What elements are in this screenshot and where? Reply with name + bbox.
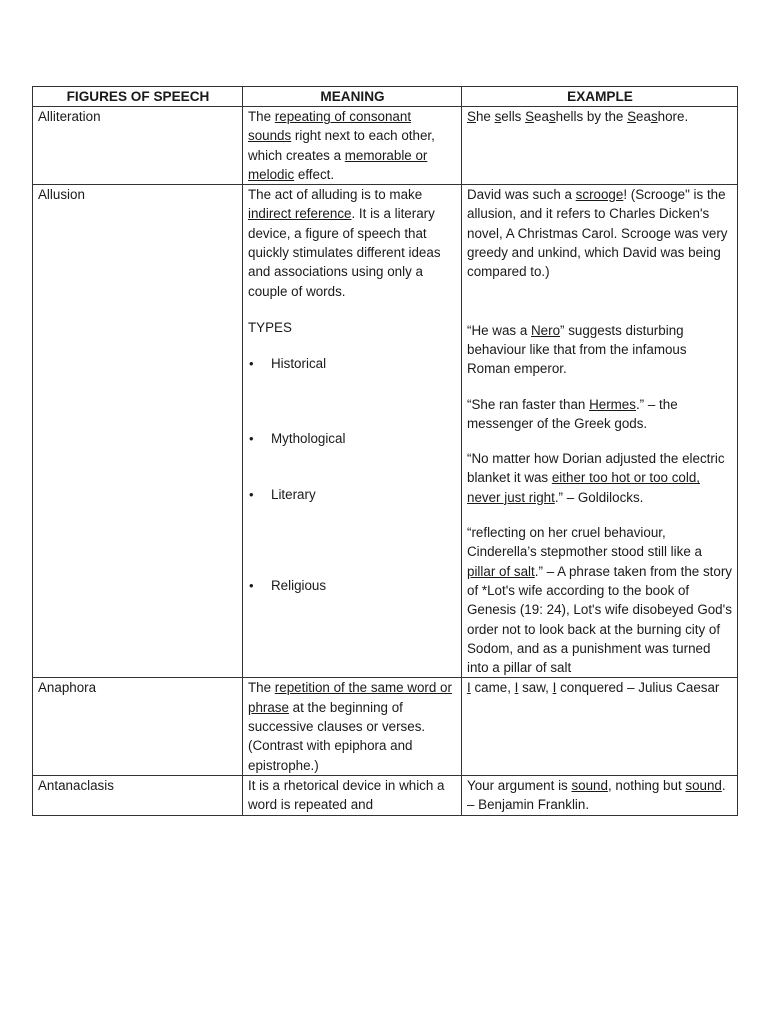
allusion-type-religious: • Religious — [248, 576, 457, 595]
header-example: EXAMPLE — [462, 87, 738, 107]
table-row — [33, 185, 738, 678]
table-row — [33, 107, 738, 185]
allusion-example-mythological: “She ran faster than Hermes.” – the messenger of the Greek gods. — [467, 396, 678, 431]
example-anaphora: I came, I saw, I conquered – Julius Caesar — [462, 678, 738, 775]
example-alliteration: She sells Seashells by the Seashore. — [462, 107, 738, 185]
allusion-example-literary: “No matter how Dorian adjusted the electric blanket it was either too hot or too cold, never just right.” – Goldilocks. — [467, 451, 725, 505]
allusion-type-literary: • Literary — [248, 485, 457, 504]
allusion-type-historical: • Historical — [248, 354, 457, 373]
term-alliteration: Alliteration — [33, 107, 243, 185]
allusion-example-religious: “reflecting on her cruel behaviour, Cinderella’s stepmother stood still like a pillar of salt.” – A phrase taken from the story of *Lot's wife according to the book of Genesis (19: 24), Lot's wife disobeyed God's order not to look back at the burning city of Sodom, and as a punishment was turned into a pillar of salt — [467, 525, 732, 676]
meaning-antanaclasis: It is a rhetorical device in which a word is repeated and — [243, 775, 462, 815]
allusion-example-historical: “He was a Nero” suggests disturbing behaviour like that from the infamous Roman emperor. — [467, 322, 687, 377]
meaning-anaphora: The repetition of the same word or phrase at the beginning of successive clauses or verses. (Contrast with epiphora and epistrophe.) — [243, 678, 462, 775]
table-header-row — [33, 87, 738, 107]
meaning-allusion — [243, 185, 462, 678]
example-antanaclasis: Your argument is sound, nothing but sound. – Benjamin Franklin. — [462, 775, 738, 815]
table-row — [33, 775, 738, 815]
term-allusion: Allusion — [33, 185, 243, 678]
allusion-example-main: David was such a scrooge! (Scrooge" is the allusion, and it refers to Charles Dicken's novel, A Christmas Carol. Scrooge was very greedy and unkind, which David was being compared to.) — [467, 187, 728, 280]
meaning-alliteration: The repeating of consonant sounds right next to each other, which creates a memorable or melodic effect. — [243, 107, 462, 185]
header-figures-of-speech: FIGURES OF SPEECH — [33, 87, 243, 107]
allusion-types-label: TYPES — [248, 319, 292, 335]
allusion-definition: The act of alluding is to make indirect reference. It is a literary device, a figure of speech that quickly stimulates different ideas and associations using only a couple of words. — [248, 187, 441, 299]
figures-of-speech-table — [32, 86, 738, 816]
example-allusion — [462, 185, 738, 678]
term-antanaclasis: Antanaclasis — [33, 775, 243, 815]
term-anaphora: Anaphora — [33, 678, 243, 775]
table-row — [33, 678, 738, 775]
header-meaning: MEANING — [243, 87, 462, 107]
figures-of-speech-table-wrapper — [32, 86, 737, 816]
allusion-type-mythological: • Mythological — [248, 429, 457, 448]
